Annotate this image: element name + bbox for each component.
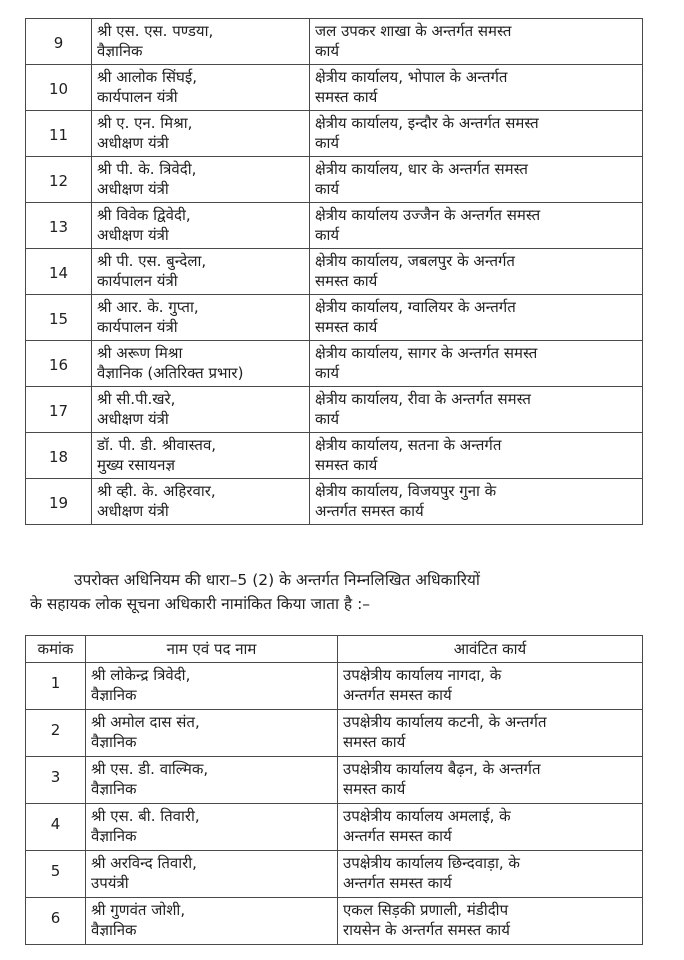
work-line-1: क्षेत्रीय कार्यालय, सागर के अन्तर्गत समस्त	[315, 344, 538, 362]
work-line-2: समस्त कार्य	[315, 272, 378, 290]
officer-cell	[92, 341, 310, 387]
officer-name: श्री एस. डी. वाल्मिक,	[91, 760, 209, 778]
row-number: 18	[26, 433, 92, 479]
work-line-1: उपक्षेत्रीय कार्यालय नागदा, के	[343, 666, 502, 684]
officer-cell	[92, 157, 310, 203]
officer-name: श्री अमोल दास संत,	[91, 713, 200, 731]
work-cell	[310, 295, 643, 341]
work-line-2: समस्त कार्य	[343, 733, 406, 751]
officer-designation: वैज्ञानिक (अतिरिक्त प्रभार)	[97, 364, 244, 382]
row-number: 10	[26, 65, 92, 111]
table-row	[26, 203, 643, 249]
table-header-row	[26, 636, 643, 663]
officers-table-continued	[25, 18, 643, 525]
row-number: 9	[26, 19, 92, 65]
work-line-1: उपक्षेत्रीय कार्यालय अमलाई, के	[343, 807, 511, 825]
work-cell	[310, 65, 643, 111]
row-number: 17	[26, 387, 92, 433]
table-row	[26, 19, 643, 65]
table-row	[26, 433, 643, 479]
officer-cell	[92, 479, 310, 525]
officer-name: श्री अरूण मिश्रा	[97, 344, 183, 362]
header-work: आवंटित कार्य	[338, 636, 643, 663]
officer-cell	[92, 433, 310, 479]
row-number: 1	[26, 663, 86, 710]
work-cell	[338, 804, 643, 851]
officer-name: श्री व्ही. के. अहिरवार,	[97, 482, 216, 500]
officer-cell	[92, 387, 310, 433]
officer-name: श्री ए. एन. मिश्रा,	[97, 114, 193, 132]
table-row	[26, 663, 643, 710]
officer-name: श्री एस. बी. तिवारी,	[91, 807, 200, 825]
officer-cell	[86, 851, 338, 898]
officer-designation: वैज्ञानिक	[91, 921, 137, 939]
officer-designation: वैज्ञानिक	[91, 733, 137, 751]
work-cell	[310, 203, 643, 249]
officer-designation: अधीक्षण यंत्री	[97, 410, 169, 428]
work-cell	[338, 757, 643, 804]
work-cell	[338, 851, 643, 898]
officer-designation: कार्यपालन यंत्री	[97, 88, 178, 106]
row-number: 16	[26, 341, 92, 387]
officer-cell	[92, 65, 310, 111]
work-line-2: अन्तर्गत समस्त कार्य	[343, 686, 452, 704]
row-number: 14	[26, 249, 92, 295]
officer-name: श्री पी. एस. बुन्देला,	[97, 252, 207, 270]
officer-cell	[86, 804, 338, 851]
work-line-1: क्षेत्रीय कार्यालय, भोपाल के अन्तर्गत	[315, 68, 508, 86]
officer-designation: अधीक्षण यंत्री	[97, 502, 169, 520]
officer-name: श्री पी. के. त्रिवेदी,	[97, 160, 197, 178]
officer-cell	[92, 249, 310, 295]
work-line-2: समस्त कार्य	[315, 318, 378, 336]
work-line-2: कार्य	[315, 180, 340, 198]
row-number: 2	[26, 710, 86, 757]
work-line-1: एकल सिड़की प्रणाली, मंडीदीप	[343, 901, 509, 919]
work-line-2: कार्य	[315, 134, 340, 152]
work-cell	[338, 710, 643, 757]
row-number: 3	[26, 757, 86, 804]
work-line-2: समस्त कार्य	[315, 88, 378, 106]
officer-name: श्री आलोक सिंघई,	[97, 68, 197, 86]
officer-name: श्री गुणवंत जोशी,	[91, 901, 186, 919]
officer-cell	[92, 203, 310, 249]
work-line-2: अन्तर्गत समस्त कार्य	[343, 874, 452, 892]
work-line-1: क्षेत्रीय कार्यालय, इन्दौर के अन्तर्गत समस्त	[315, 114, 539, 132]
work-line-2: कार्य	[315, 410, 340, 428]
officer-name: श्री लोकेन्द्र त्रिवेदी,	[91, 666, 191, 684]
row-number: 6	[26, 898, 86, 945]
officer-designation: वैज्ञानिक	[97, 42, 143, 60]
work-line-2: कार्य	[315, 364, 340, 382]
officer-designation: अधीक्षण यंत्री	[97, 226, 169, 244]
row-number: 5	[26, 851, 86, 898]
officer-designation: वैज्ञानिक	[91, 827, 137, 845]
row-number: 15	[26, 295, 92, 341]
row-number: 4	[26, 804, 86, 851]
officer-cell	[86, 757, 338, 804]
table-row	[26, 249, 643, 295]
work-line-2: समस्त कार्य	[343, 780, 406, 798]
officer-designation: कार्यपालन यंत्री	[97, 318, 178, 336]
officer-designation: वैज्ञानिक	[91, 780, 137, 798]
work-line-1: उपक्षेत्रीय कार्यालय कटनी, के अन्तर्गत	[343, 713, 547, 731]
officer-cell	[86, 710, 338, 757]
work-cell	[310, 387, 643, 433]
officer-designation: कार्यपालन यंत्री	[97, 272, 178, 290]
work-line-2: रायसेन के अन्तर्गत समस्त कार्य	[343, 921, 511, 939]
work-cell	[310, 479, 643, 525]
assistant-officers-table	[25, 635, 643, 945]
work-line-2: कार्य	[315, 226, 340, 244]
officer-name: श्री आर. के. गुप्ता,	[97, 298, 199, 316]
work-cell	[310, 433, 643, 479]
work-line-1: क्षेत्रीय कार्यालय, जबलपुर के अन्तर्गत	[315, 252, 515, 270]
officer-name: श्री सी.पी.खरे,	[97, 390, 176, 408]
officer-cell	[86, 663, 338, 710]
officer-designation: अधीक्षण यंत्री	[97, 134, 169, 152]
row-number: 19	[26, 479, 92, 525]
row-number: 12	[26, 157, 92, 203]
header-name: नाम एवं पद नाम	[86, 636, 338, 663]
officer-cell	[86, 898, 338, 945]
work-line-1: क्षेत्रीय कार्यालय, धार के अन्तर्गत समस्त	[315, 160, 528, 178]
officer-designation: मुख्य रसायनज्ञ	[97, 456, 176, 474]
nomination-paragraph	[30, 568, 650, 616]
table-row	[26, 65, 643, 111]
table-row	[26, 387, 643, 433]
table-row	[26, 479, 643, 525]
work-line-1: उपक्षेत्रीय कार्यालय छिन्दवाड़ा, के	[343, 854, 520, 872]
officer-cell	[92, 111, 310, 157]
officer-name: श्री अरविन्द तिवारी,	[91, 854, 197, 872]
table-row	[26, 157, 643, 203]
work-line-2: अन्तर्गत समस्त कार्य	[343, 827, 452, 845]
officer-designation: उपयंत्री	[91, 874, 129, 892]
paragraph-line-2: के सहायक लोक सूचना अधिकारी नामांकित किया जाता है :–	[30, 595, 371, 613]
table-row	[26, 804, 643, 851]
work-cell	[310, 111, 643, 157]
work-line-2: समस्त कार्य	[315, 456, 378, 474]
work-line-1: जल उपकर शाखा के अन्तर्गत समस्त	[315, 22, 512, 40]
table-row	[26, 710, 643, 757]
work-line-1: क्षेत्रीय कार्यालय, ग्वालियर के अन्तर्गत	[315, 298, 516, 316]
paragraph-line-1: उपरोक्त अधिनियम की धारा–5 (2) के अन्तर्गत निम्नलिखित अधिकारियों	[74, 571, 480, 589]
work-line-1: क्षेत्रीय कार्यालय, रीवा के अन्तर्गत समस्त	[315, 390, 531, 408]
work-line-2: अन्तर्गत समस्त कार्य	[315, 502, 424, 520]
row-number: 11	[26, 111, 92, 157]
table-row	[26, 111, 643, 157]
work-cell	[310, 249, 643, 295]
work-line-1: क्षेत्रीय कार्यालय उज्जैन के अन्तर्गत समस्त	[315, 206, 541, 224]
work-line-1: क्षेत्रीय कार्यालय, विजयपुर गुना के	[315, 482, 497, 500]
officer-cell	[92, 19, 310, 65]
header-serial: कमांक	[26, 636, 86, 663]
work-line-2: कार्य	[315, 42, 340, 60]
work-cell	[310, 19, 643, 65]
table-row	[26, 295, 643, 341]
officer-name: डॉ. पी. डी. श्रीवास्तव,	[97, 436, 217, 454]
row-number: 13	[26, 203, 92, 249]
work-line-1: क्षेत्रीय कार्यालय, सतना के अन्तर्गत	[315, 436, 502, 454]
work-line-1: उपक्षेत्रीय कार्यालय बैढ़न, के अन्तर्गत	[343, 760, 541, 778]
work-cell	[338, 663, 643, 710]
work-cell	[310, 157, 643, 203]
table-row	[26, 757, 643, 804]
officer-name: श्री विवेक द्विवेदी,	[97, 206, 191, 224]
officer-cell	[92, 295, 310, 341]
table-row	[26, 341, 643, 387]
table-row	[26, 898, 643, 945]
table-row	[26, 851, 643, 898]
officer-designation: वैज्ञानिक	[91, 686, 137, 704]
work-cell	[310, 341, 643, 387]
officer-name: श्री एस. एस. पण्डया,	[97, 22, 214, 40]
officer-designation: अधीक्षण यंत्री	[97, 180, 169, 198]
work-cell	[338, 898, 643, 945]
